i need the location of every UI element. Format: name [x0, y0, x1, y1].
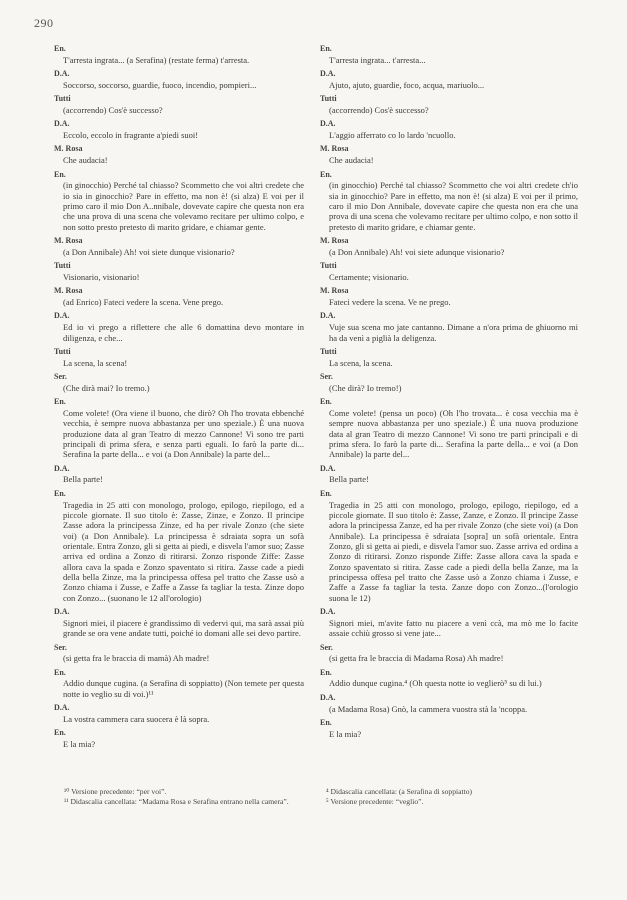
dialogue-line: Ed io vi prego a riflettere che alle 6 domattina devo montare in diligenza, e che...: [63, 322, 304, 343]
speaker-name: En.: [54, 728, 66, 738]
dialogue-line: Addio dunque cugina.⁴ (Oh questa notte io veglierò⁵ su di lui.): [329, 678, 542, 689]
dialogue-line: E la mia?: [329, 728, 362, 739]
footnote: ¹⁰ Versione precedente: “per voi”.: [64, 787, 167, 796]
dialogue-entry: [54, 372, 304, 393]
dialogue-line: Vuje sua scena mo jate cantanno. Dimane a n'ora prima de ghiuorno mi ha da venì a piglià la deligenza.: [329, 322, 578, 343]
footnotes-left: [64, 787, 294, 807]
speaker-name: D.A.: [54, 607, 70, 617]
dialogue-line: Eccolo, eccolo in fragrante a'piedi suoi!: [63, 130, 199, 141]
speaker-name: Tutti: [320, 346, 337, 356]
speaker-name: Ser.: [320, 642, 333, 652]
dialogue-entry: [320, 718, 578, 739]
speaker-name: D.A.: [54, 463, 70, 473]
dialogue-line: T'arresta ingrata... t'arresta...: [329, 54, 426, 65]
dialogue-entry: [320, 607, 578, 638]
dialogue-entry: [320, 668, 578, 689]
dialogue-entry: [320, 44, 578, 65]
dialogue-entry: [54, 643, 304, 664]
footnotes-right: [326, 787, 576, 807]
dialogue-line: Che audacia!: [63, 155, 108, 166]
dialogue-entry: [54, 144, 304, 165]
speaker-name: En.: [54, 397, 66, 407]
dialogue-entry: [320, 311, 578, 342]
speaker-name: Ser.: [54, 372, 67, 381]
dialogue-entry: [54, 261, 304, 282]
dialogue-entry: [54, 94, 304, 115]
dialogue-entry: [320, 119, 578, 140]
speaker-name: D.A.: [54, 69, 70, 79]
dialogue-entry: [54, 728, 304, 749]
dialogue-entry: [54, 311, 304, 342]
dialogue-line: (a Don Annibale) Ah! voi siete dunque visionario?: [63, 246, 235, 257]
speaker-name: En.: [54, 667, 66, 677]
speaker-name: D.A.: [320, 463, 336, 473]
speaker-name: En.: [320, 717, 332, 727]
dialogue-line: Signori miei, il piacere è grandissimo di vedervi qui, ma sarà assai più grande se ora vene andate tutti, poiché io domani alle sei devo partire.: [63, 617, 304, 639]
dialogue-entry: [320, 643, 578, 664]
dialogue-line: (a Madama Rosa) Gnò, la cammera vuostra stà la 'ncoppa.: [329, 703, 528, 714]
speaker-name: Tutti: [54, 261, 71, 271]
dialogue-entry: [54, 69, 304, 90]
dialogue-line: (si getta fra le braccia di Madama Rosa) Ah madre!: [329, 653, 504, 664]
dialogue-line: (a Don Annibale) Ah! voi siete adunque visionario?: [329, 246, 505, 257]
dialogue-entry: [54, 464, 304, 485]
footnote: ⁴ Didascalia cancellata: (a Serafina di soppiatto): [326, 787, 473, 796]
dialogue-entry: [320, 170, 578, 233]
dialogue-entry: [54, 286, 304, 307]
dialogue-entry: [320, 144, 578, 165]
dialogue-entry: [320, 693, 578, 714]
speaker-name: Tutti: [54, 346, 71, 356]
speaker-name: En.: [320, 488, 332, 498]
speaker-name: Ser.: [320, 372, 333, 381]
speaker-name: Tutti: [320, 94, 337, 104]
footnote: ¹¹ Didascalia cancellata: “Madama Rosa e Serafina entrano nella camera”.: [64, 796, 289, 806]
dialogue-line: La vostra cammera cara suocera è là sopra.: [63, 713, 210, 724]
speaker-name: D.A.: [320, 119, 336, 129]
dialogue-line: Bella parte!: [63, 474, 103, 485]
speaker-name: En.: [320, 397, 332, 407]
dialogue-line: Che audacia!: [329, 155, 374, 166]
dialogue-line: (accorrendo) Cos'è successo?: [63, 104, 163, 115]
page-number: 290: [34, 16, 54, 30]
dialogue-entry: [320, 69, 578, 90]
dialogue-line: Certamente; visionario.: [329, 271, 409, 282]
dialogue-entry: [320, 464, 578, 485]
dialogue-entry: [54, 607, 304, 638]
left-column: [54, 44, 304, 753]
dialogue-entry: [54, 236, 304, 257]
dialogue-line: (accorrendo) Cos'è successo?: [329, 104, 429, 115]
speaker-name: D.A.: [54, 703, 70, 713]
dialogue-entry: [320, 94, 578, 115]
speaker-name: Tutti: [320, 261, 337, 271]
speaker-name: En.: [320, 44, 332, 53]
dialogue-line: La scena, la scena.: [329, 357, 393, 368]
speaker-name: Ser.: [54, 642, 67, 652]
speaker-name: D.A.: [54, 311, 70, 321]
dialogue-entry: [54, 703, 304, 724]
speaker-name: D.A.: [320, 69, 336, 79]
dialogue-line: E la mia?: [63, 739, 96, 750]
dialogue-line: Fateci vedere la scena. Ve ne prego.: [329, 297, 451, 308]
dialogue-entry: [54, 170, 304, 233]
dialogue-line: (Che dirà? Io tremo!): [329, 382, 402, 393]
speaker-name: D.A.: [320, 692, 336, 702]
dialogue-line: La scena, la scena!: [63, 357, 128, 368]
footnote: ⁵ Versione precedente: “veglio”.: [326, 796, 424, 806]
speaker-name: M. Rosa: [320, 286, 349, 296]
speaker-name: M. Rosa: [54, 144, 83, 154]
dialogue-entry: [320, 261, 578, 282]
speaker-name: En.: [320, 667, 332, 677]
right-column: [320, 44, 578, 743]
dialogue-line: L'aggio afferrato co lo lardo 'ncuollo.: [329, 130, 456, 141]
speaker-name: M. Rosa: [320, 236, 349, 246]
dialogue-line: Addio dunque cugina. (a Serafina di soppiatto) (Non temete per questa notte io veglio su di voi.)¹¹: [63, 678, 304, 699]
dialogue-line: Soccorso, soccorso, guardie, fuoco, incendio, pompieri...: [63, 79, 257, 90]
dialogue-line: Tragedia in 25 atti con monologo, prologo, epilogo, riepilogo, ed a piccole giornate. Il suo titolo è: Zasse, Zanze, e Zonzo. Il principe Zasse adora la principessa Zanze, ed ha per rivale Zonzo (che siete voi) (a Don Annibale). La principessa è sdraiata [sopra] un sofà orientale. Entra Zonzo, gli si getta ai piedi, e disvela l'amor suo. Zasse arriva ed ordina a Zonzo di ritirarsi. Zonzo risponde Ziffe: Zasse allora cava la spada e Zonzo spaventato si ritira. Zasse cade a piedi della bella Zanze, ma la principessa offesa pel tratto che Zasse usò a Zonzo chiama i Zusse, e Zaffe a Zasse fa tagliar la testa. Zanze dopo con Zonzo...(l'orologio suona le 12): [329, 499, 578, 603]
speaker-name: En.: [320, 169, 332, 179]
dialogue-line: (in ginocchio) Perché tal chiasso? Scommetto che voi altri credete che io sia in ginocchio? Pare in effetto, ma non è! (si alza) E voi per il primo caro il mio Don A..nnibale, dovevate capire che questa non era che una prova di una scena che volevamo recitare per ultimo colpo, e non sotto presto pretesto di marito gridare, e chiamar gente.: [63, 180, 304, 232]
speaker-name: En.: [54, 169, 66, 179]
dialogue-entry: [320, 286, 578, 307]
speaker-name: M. Rosa: [54, 236, 83, 246]
dialogue-entry: [54, 119, 304, 140]
dialogue-line: Bella parte!: [329, 474, 369, 485]
speaker-name: D.A.: [320, 607, 336, 617]
speaker-name: M. Rosa: [320, 144, 349, 154]
speaker-name: D.A.: [54, 119, 70, 129]
dialogue-entry: [54, 489, 304, 603]
dialogue-line: Ajuto, ajuto, guardie, foco, acqua, mariuolo...: [329, 79, 485, 90]
dialogue-line: Come volete! (pensa un poco) (Oh l'ho trovata... è cosa vecchia ma è sempre nuova abbastanza per uno speziale.) È una nuova produzione data al gran Teatro di mezzo Cannone! Vi sono tre parti principali e di prima sfera. Io farò la parte di... Serafina la parte della... e voi (a Don Annibale) la parte del...: [329, 407, 578, 460]
dialogue-entry: [54, 668, 304, 699]
dialogue-line: Visionario, visionario!: [63, 271, 140, 282]
speaker-name: En.: [54, 44, 66, 53]
dialogue-line: (si getta fra le braccia di mamà) Ah madre!: [63, 653, 210, 664]
dialogue-line: Tragedia in 25 atti con monologo, prologo, epilogo, riepilogo, ed a piccole giornate. Il suo titolo è: Zasse, Zinze, e Zonzo. Il principe Zasse adora la principessa Zinze, ed ha per rivale Zonzo (che siete voi) (a Don Annibale). La principessa è sdraiata sopra un sofà orientale. Entra Zonzo, gli si getta ai piedi, e disvela l'amor suo; Zasse arriva ed ordina a Zonzo di ritirarsi. Zonzo risponde Ziffe: Zasse allora cava la spada e Zonzo spaventato si ritira. Zasse cade a piedi della bella Zinze, ma la principessa offesa pel tratto che Zasse usò a Zonzo chiama i Zusse, e Zaffe a Zasse fa tagliar la testa. Zinze dopo con Zonzo... (suonano le 12 all'orologio): [63, 499, 304, 603]
dialogue-entry: [320, 236, 578, 257]
dialogue-entry: [54, 347, 304, 368]
speaker-name: En.: [54, 488, 66, 498]
dialogue-line: (ad Enrico) Fateci vedere la scena. Vene prego.: [63, 297, 224, 308]
dialogue-entry: [320, 489, 578, 603]
speaker-name: M. Rosa: [54, 286, 83, 296]
speaker-name: Tutti: [54, 94, 71, 104]
dialogue-entry: [320, 397, 578, 460]
dialogue-line: Signori miei, m'avite fatto nu piacere a venì ccà, ma mò me lo facite assaie cchiù grosso si vene jate...: [329, 617, 578, 639]
dialogue-entry: [54, 397, 304, 460]
dialogue-line: (Che dirà mai? Io tremo.): [63, 382, 150, 393]
dialogue-line: T'arresta ingrata... (a Serafina) (restate ferma) t'arresta.: [63, 54, 250, 65]
speaker-name: D.A.: [320, 311, 336, 321]
dialogue-line: (in ginocchio) Perché tal chiasso? Scommetto che voi altri credete ch'io sia in ginocchio? Pare in effetto, ma non è! (si alza) E voi per il primo, caro il mio Don Annibale, dovevate capire che questa non era che una prova di una scena che volevamo recitare per ultimo colpo, e non sotto il pretesto di marito gridare, e chiamar gente.: [329, 180, 578, 232]
dialogue-entry: [320, 372, 578, 393]
dialogue-line: Come volete! (Ora viene il buono, che dirò? Oh l'ho trovata ebbenché vecchia, è sempre nuova abbastanza per uno speziale.) È una nuova produzione data al gran Teatro di mezzo Cannone! Vi sono tre parti principali di prima sfera, e senza parti eguali. Io farò la parte di... Serafina la parte della... e voi (a Don Annibale) la parte del...: [63, 407, 304, 460]
dialogue-entry: [54, 44, 304, 65]
dialogue-entry: [320, 347, 578, 368]
